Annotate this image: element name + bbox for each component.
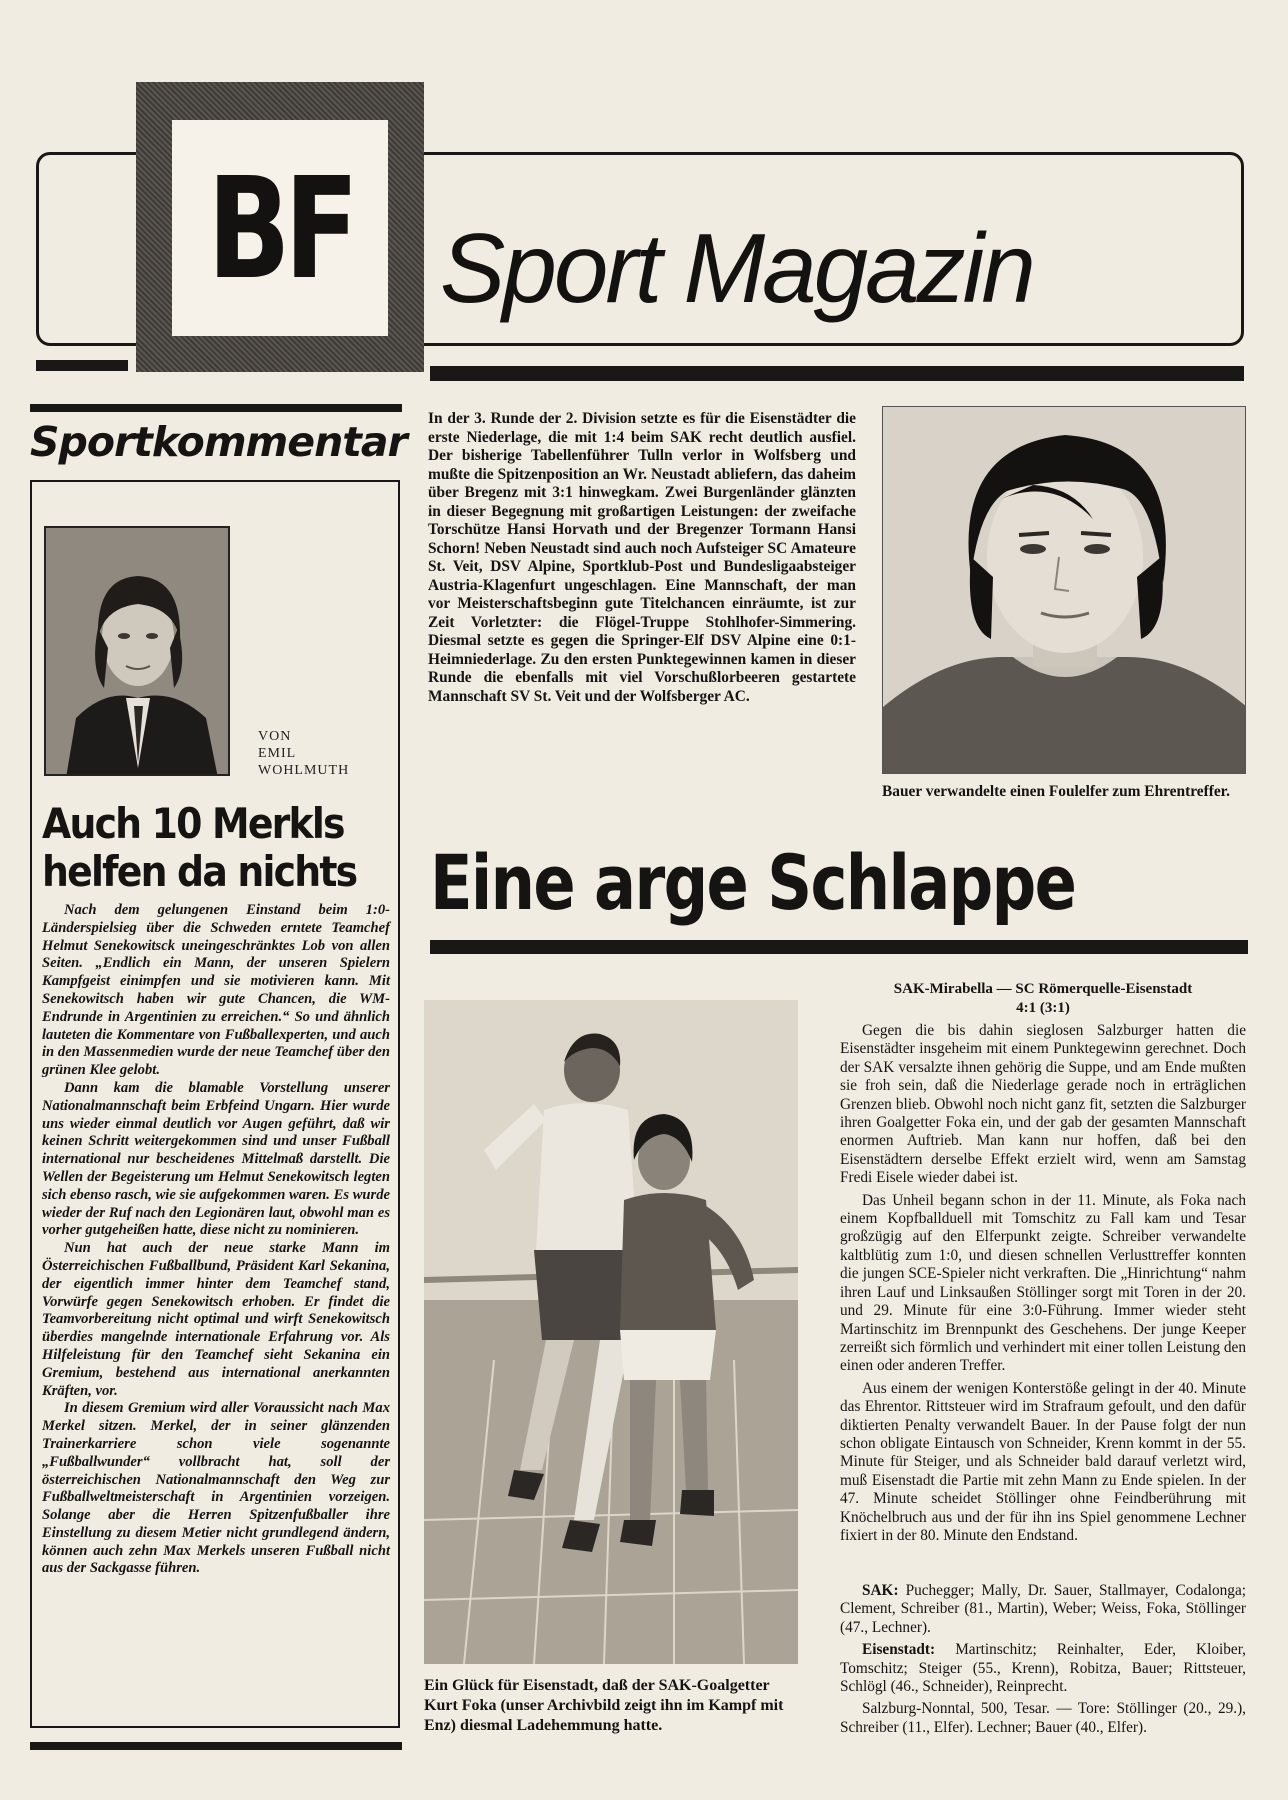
- match-report: [840, 1022, 1246, 1549]
- author-portrait: [44, 526, 230, 776]
- byline-von: VON: [258, 729, 292, 744]
- author-byline: [258, 728, 349, 779]
- kommentar-paragraph: Nun hat auch der neue starke Mann im Österreichischen Fußballbund, Präsident Karl Sekanina, der eigentlich immer hinter dem Teamchef stand, Vorwürfe gegen Senekowitsch erhoben. Er findet die Teamvorbereitung nicht optimal und wirft Senekowitsch überdies mangelnde internationale Erfahrung vor. Als Hilfeleistung für den Teamchef sieht Sekanina ein Gremium, bestehend aus international anerkannten Kräften, vor.: [42, 1240, 390, 1399]
- bauer-photo: [882, 406, 1246, 774]
- match-photo-drawing: [424, 1000, 798, 1664]
- masthead-rule-right: [430, 366, 1244, 381]
- magazine-title: Sport Magazin: [440, 213, 1033, 323]
- kommentar-bottom-rule: [30, 1742, 402, 1750]
- kommentar-paragraph: In diesem Gremium wird aller Voraussicht nach Max Merkel sitzen. Merkel, der in seiner glänzenden Trainerkarriere schon viele sogenannte „Fußballwunder“ vollbracht hat, soll der österreichischen Nationalmannschaft den Weg zur Fußballweltmeisterschaft in Argentinien vorzeigen. Solange aber die Herren Spitzenfußballer ihre Einstellung zu diesem Metier nicht grundlegend ändern, können auch zehn Max Merkels unseren Fußball nicht aus der Sackgasse führen.: [42, 1400, 390, 1577]
- match-result: [840, 980, 1246, 1018]
- report-paragraph: Gegen die bis dahin sieglosen Salzburger hatten die Eisenstädter insgeheim mit einem Punktegewinn gerechnet. Doch der SAK versalzte ihnen gehörig die Suppe, und am Ende mußten sie froh sein, daß die Niederlage gerade noch in erträglichen Grenzen blieb. Obwohl noch nicht ganz fit, setzten die Salzburger ihren Goalgetter Foka ein, und der gab der gesamten Mannschaft enormen Auftrieb. Man kann nur hoffen, daß bei den Eisenstädtern derselbe Effekt erzielt wird, wenn am Samstag Fredi Eisele wieder dabei ist.: [840, 1022, 1246, 1187]
- author-portrait-drawing: [46, 528, 230, 776]
- score: 4:1 (3:1): [1016, 1000, 1070, 1016]
- kommentar-paragraph: Nach dem gelungenen Einstand beim 1:0-Länderspielsieg über die Schweden erntete Teamchef Helmut Senekowitsck uneingeschränktes Lob von allen Seiten. „Endlich ein Mann, der unseren Spielern Kampfgeist einimpfen und sie motivieren kann. Mit Senekowitsch haben wir gute Chancen, die WM-Endrunde in Argentinien zu erreichen.“ So und ähnlich lauteten die Kommentare von Fußballexperten, und auch in den Massenmedien wurde der neue Teamchef über den grünen Klee gelobt.: [42, 902, 390, 1079]
- match-photo-caption: Ein Glück für Eisenstadt, daß der SAK-Goalgetter Kurt Foka (unser Archivbild zeigt ihn im Kampf mit Enz) diesmal Ladehemmung hatte.: [424, 1677, 784, 1734]
- lineup-label: Eisenstadt:: [862, 1641, 936, 1659]
- lineups: [840, 1582, 1246, 1741]
- report-paragraph: Aus einem der wenigen Konterstöße gelingt in der 40. Minute das Ehrentor. Rittsteuer wird im Strafraum gefoult, und den dafür diktierten Penalty verwandelt Bauer. In der Pause folgt der nun schon obligate Eintausch von Schneider, Krenn kommt in der 55. Minute für Steiger, und als Schneider bald darauf verletzt wird, muß Eisenstadt die Partie mit zehn Mann zu Ende spielen. In der 47. Minute scheidet Stöllinger ohne Feindberührung mit Knöchelbruch aus und der für ihn ins Spiel genommene Lechner fixiert in der 80. Minute den Endstand.: [840, 1379, 1246, 1544]
- headline-rule: [430, 940, 1248, 954]
- byline-last-name: WOHLMUTH: [258, 763, 350, 778]
- kommentar-headline: Auch 10 Merkls helfen da nichts: [42, 799, 357, 896]
- kommentar-body: [42, 902, 390, 1578]
- kommentar-paragraph: Dann kam die blamable Vorstellung unserer Nationalmannschaft beim Erbfeind Ungarn. Hier wurde uns wieder einmal deutlich vor Augen geführt, daß wir keinen Schritt weitergekommen sind und unser Fußball international nur bescheidenes Mittelmaß darstellt. Die Wellen der Begeisterung um Helmut Senekowitsch legten sich ebenso rasch, wie sie aufgekommen waren. Es wurde wieder der Ruf nach den Legionären laut, obwohl man es vorher gutgeheißen hatte, diese nicht zu nominieren.: [42, 1079, 390, 1239]
- bauer-photo-caption: Bauer verwandelte einen Foulelfer zum Ehrentreffer.: [882, 783, 1230, 800]
- masthead-rule-left: [36, 360, 128, 371]
- lineup-text: Puchegger; Mally, Dr. Sauer, Stallmayer, Codalonga; Clement, Schreiber (81., Martin), Weber; Weiss, Foka, Stöllinger (47., Lechner).: [840, 1582, 1246, 1636]
- fixture: SAK-Mirabella — SC Römerquelle-Eisenstadt: [893, 981, 1193, 997]
- kommentar-top-rule: [30, 404, 402, 412]
- lineup-eisenstadt: [840, 1641, 1246, 1696]
- lineup-text: Martinschitz; Reinhalter, Eder, Kloiber, Tomschitz; Steiger (55., Krenn), Robitza, Bauer; Rittsteuer, Schlögl (46., Schneider), Reinprecht.: [840, 1641, 1246, 1696]
- intro-article: In der 3. Runde der 2. Division setzte es für die Eisenstädter die erste Niederlage, die mit 1:4 beim SAK recht deutlich ausfiel. Der bisherige Tabellenführer Tulln verlor in Wolfsberg und mußte die Spitzenposition an Wr. Neustadt abliefern, das daheim über Bregenz mit 3:1 hinwegkam. Zwei Burgenländer glänzten in dieser Begegnung mit großartigen Leistungen: der zweifache Torschütze Hansi Horvath und der Bregenzer Tormann Hansi Schorn! Neben Neustadt sind auch noch Aufsteiger SC Amateure St. Veit, DSV Alpine, Sportklub-Post und Bundesligaabsteiger Austria-Klagenfurt ungeschlagen. Eine Mannschaft, der man vor Meisterschaftsbeginn gute Titelchancen einräumte, ist zur Zeit Vorletzter: die Flögel-Truppe Stohlhofer-Simmering. Diesmal setzte es gegen die Springer-Elf DSV Alpine eine 0:1-Heimniederlage. Zu den ersten Punktegewinnen kamen in dieser Runde die ebenfalls mit viel Vorschußlorbeeren gestartete Mannschaft SV St. Veit und der Wolfsberger AC.: [428, 410, 856, 705]
- lineup-text: Salzburg-Nonntal, 500, Tesar. — Tore: Stöllinger (20., 29.), Schreiber (11., Elfer). Lechner; Bauer (40., Elfer).: [840, 1700, 1246, 1736]
- report-paragraph: Das Unheil begann schon in der 11. Minute, als Foka nach einem Kopfballduell mit Tomschitz zu Fall kam und Tesar großzügig auf den Elferpunkt zeigte. Schreiber verwandelte kaltblütig zum 1:0, und diesen schnellen Verlusttreffer konnten die jungen SCE-Spieler nicht verkraften. Die „Hinrichtung“ nahm ihren Lauf und Linksaußen Stöllinger sorgt mit Toren in der 20. und 29. Minute für eine 3:0-Führung. Immer wieder steht Martinschitz im Brennpunkt des Geschehens. Der junge Keeper zerreißt sich förmlich und verhindert mit einer tollen Leistung den einen oder anderen Treffer.: [840, 1191, 1246, 1375]
- bauer-photo-drawing: [883, 407, 1246, 774]
- byline-first-name: EMIL: [258, 746, 297, 761]
- kommentar-heading: Sportkommentar: [30, 418, 407, 466]
- bf-logo: BF: [207, 148, 353, 311]
- lineup-sak: [840, 1582, 1246, 1637]
- main-headline: Eine arge Schlappe: [430, 838, 1076, 927]
- match-facts: [840, 1700, 1246, 1737]
- match-photo: [424, 1000, 798, 1664]
- lineup-label: SAK:: [862, 1582, 899, 1599]
